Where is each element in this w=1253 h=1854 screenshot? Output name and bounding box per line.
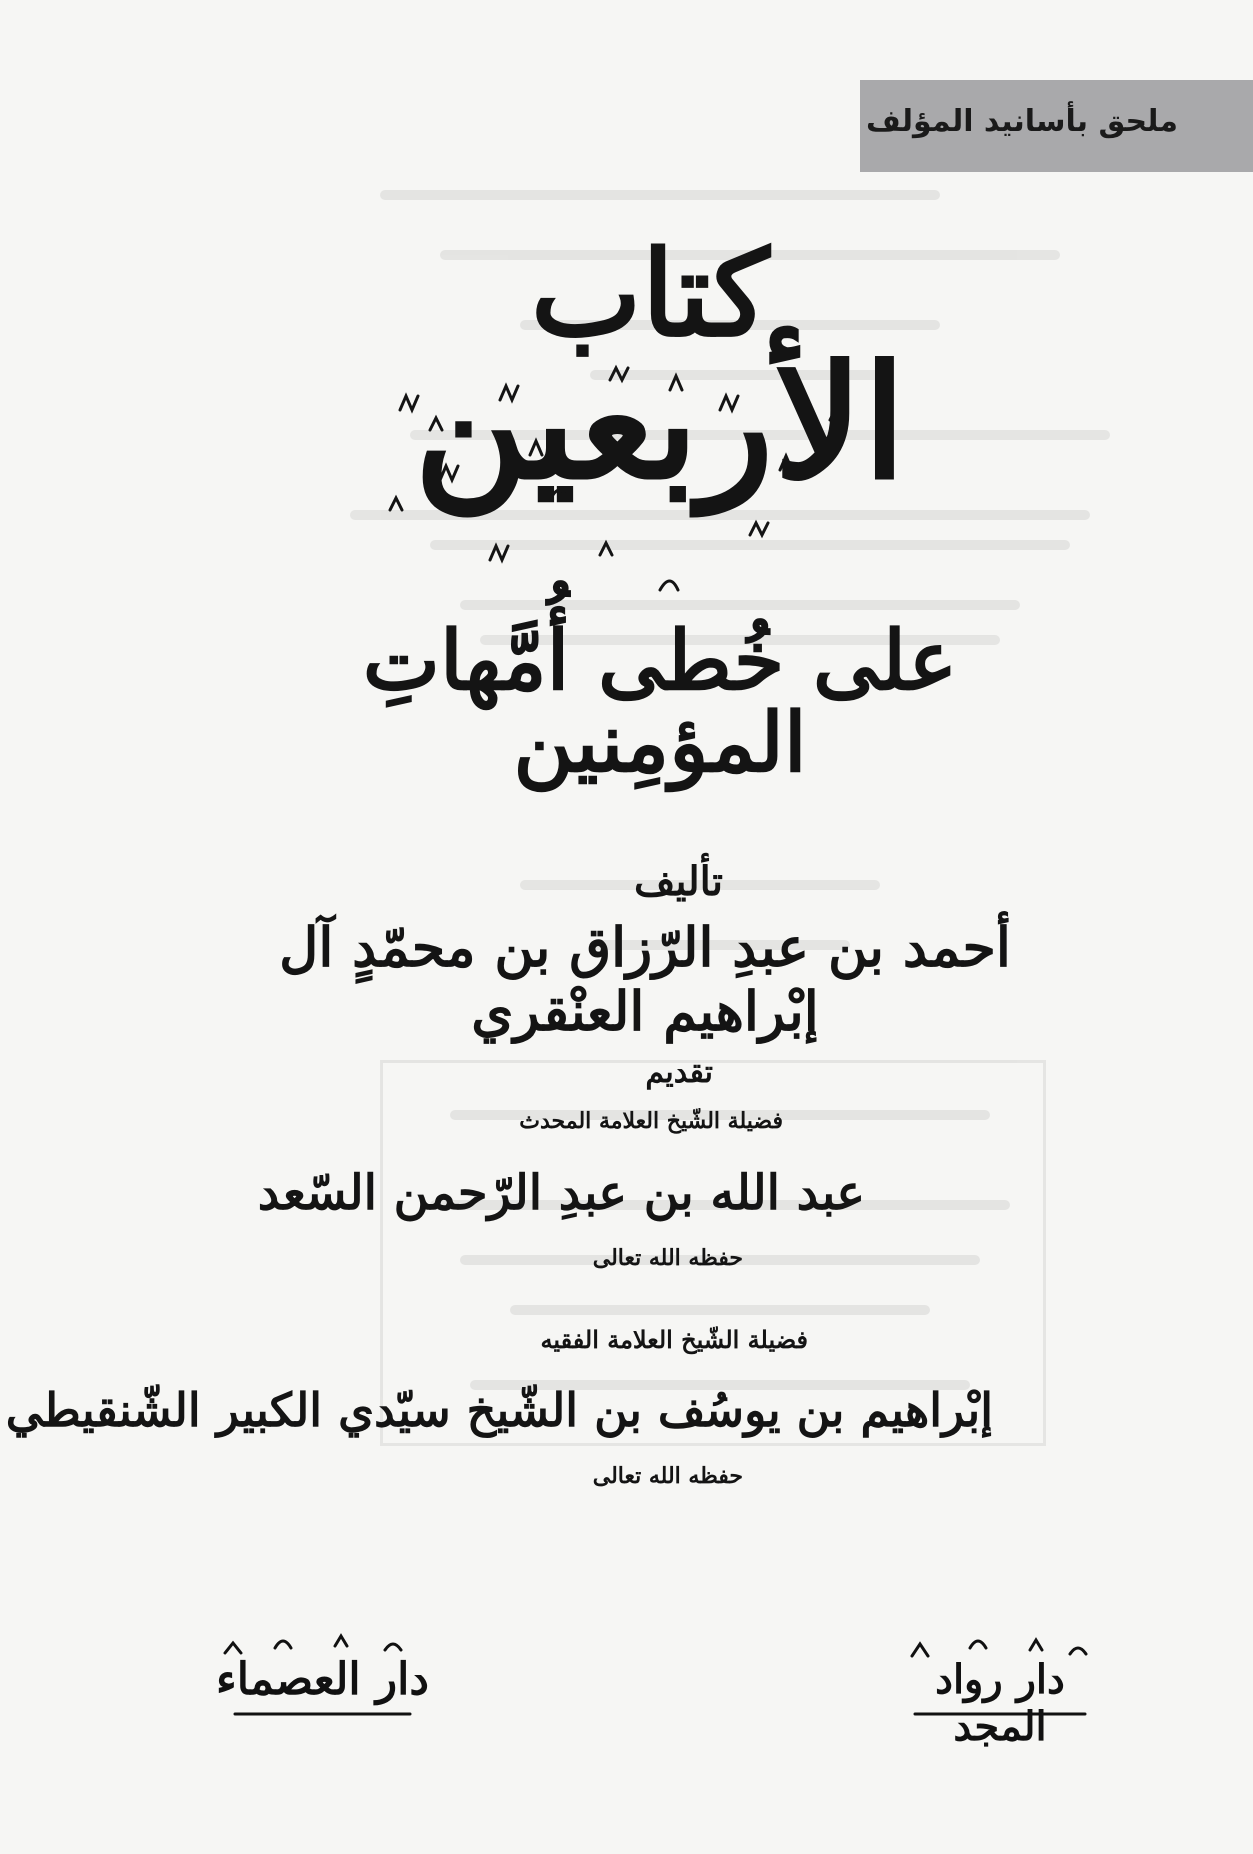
publisher-logo-right: [900, 1628, 1100, 1750]
introduction-label: تقديم: [645, 1055, 713, 1090]
sheikh2-title: فضيلة الشّيخ العلامة الفقيه: [540, 1325, 808, 1354]
book-title: الأربعين: [413, 331, 907, 514]
banner-text: ملحق بأسانيد المؤلف: [866, 104, 1178, 139]
publisher-logo-left: [215, 1628, 430, 1723]
sheikh1-name: عبد الله بن عبدِ الرّحمن السّعد: [257, 1165, 865, 1221]
publisher-right-name: دار رواد المجد: [935, 1656, 1065, 1750]
authorship-label: تأليف: [634, 858, 723, 905]
sheikh1-blessing: حفظه الله تعالى: [592, 1245, 743, 1271]
sheikh2-name: إبْراهيم بن يوسُف بن الشّيخ سيّدي الكبير الشّنقيطي: [5, 1383, 993, 1437]
sheikh1-title: فضيلة الشّيخ العلامة المحدث: [519, 1108, 783, 1134]
appendix-banner: [860, 80, 1253, 172]
author-name: أحمد بن عبدِ الرّزاق بن محمّدٍ آل إبْراهيم العنْقري: [279, 915, 1011, 1043]
publisher-left-name: دار العصماء: [216, 1654, 429, 1705]
vowel-marks-ornament: [370, 360, 930, 620]
sheikh2-blessing: حفظه الله تعالى: [592, 1463, 743, 1489]
book-subtitle: على خُطى أُمَّهاتِ المؤمِنين: [362, 613, 958, 791]
title-word: كتاب: [530, 224, 770, 363]
